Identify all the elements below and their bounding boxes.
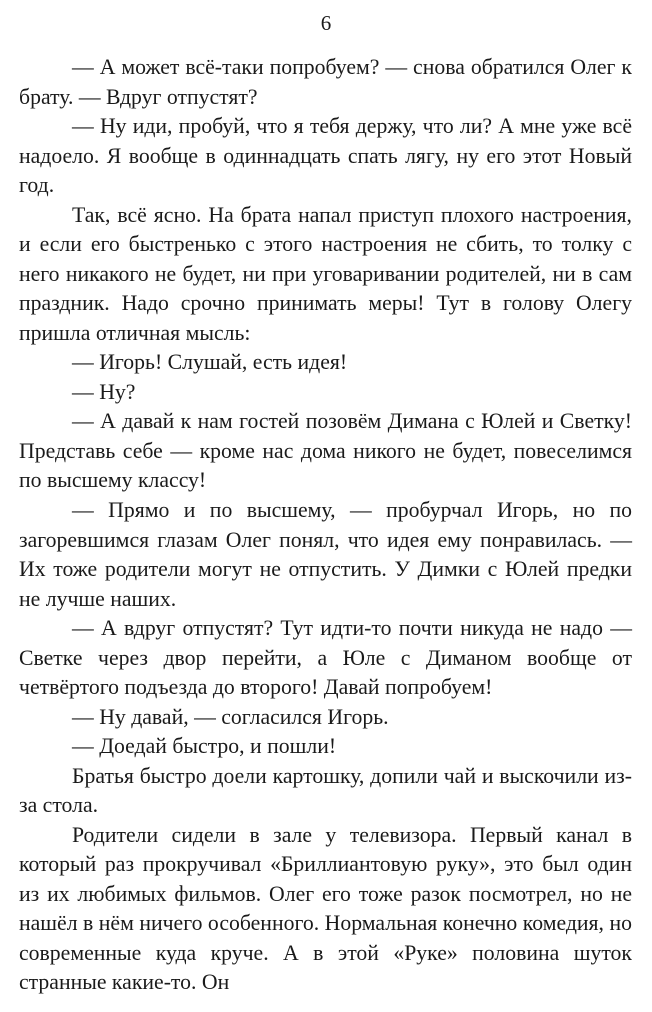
paragraph: — А вдруг отпустят? Тут идти-то почти никуда не надо — Светке через двор перейти, а Юле с Диманом вообще от четвёртого подъезда до второго! Давай попробуем! (19, 616, 632, 700)
paragraph: — А давай к нам гостей позовём Димана с Юлей и Светку! Представь себе — кроме нас дома никого не будет, повеселимся по высшему классу! (19, 409, 632, 493)
paragraph: — Ну давай, — согласился Игорь. (72, 704, 389, 729)
paragraph: — Доедай быстро, и пошли! (72, 734, 337, 759)
paragraph: — Ну иди, пробуй, что я тебя держу, что ли? А мне уже всё надоело. Я вообще в одиннадцать спать лягу, ну его этот Новый год. (19, 114, 632, 198)
paragraph: — Ну? (72, 379, 136, 404)
paragraph: Братья быстро доели картошку, допили чай и выскочили из-за стола. (19, 763, 632, 818)
paragraph: Родители сидели в зале у телевизора. Первый канал в который раз прокручивал «Бриллиантовую руку», это был один из их любимых фильмов. Олег его тоже разок посмотрел, но не нашёл в нём ничего особенного. Нормальная конечно комедия, но современные куда круче. А в этой «Руке» половина шуток странные какие-то. Он (19, 822, 632, 995)
page-number: 6 (320, 11, 332, 35)
page-text (19, 53, 632, 998)
paragraph: — Прямо и по высшему, — пробурчал Игорь, но по загоревшимся глазам Олег понял, что идея ему понравилась. — Их тоже родители могут не отпустить. У Димки с Юлей предки не лучше наших. (19, 497, 632, 611)
paragraph: — Игорь! Слушай, есть идея! (72, 350, 348, 375)
paragraph: Так, всё ясно. На брата напал приступ плохого настроения, и если его быстренько с этого настроения не сбить, то толку с него никакого не будет, ни при уговаривании родителей, ни в сам праздник. Надо срочно принимать меры! Тут в голову Олегу пришла отличная мысль: (19, 202, 632, 345)
paragraph: — А может всё-таки попробуем? — снова обратился Олег к брату. — Вдруг отпустят? (19, 55, 632, 109)
